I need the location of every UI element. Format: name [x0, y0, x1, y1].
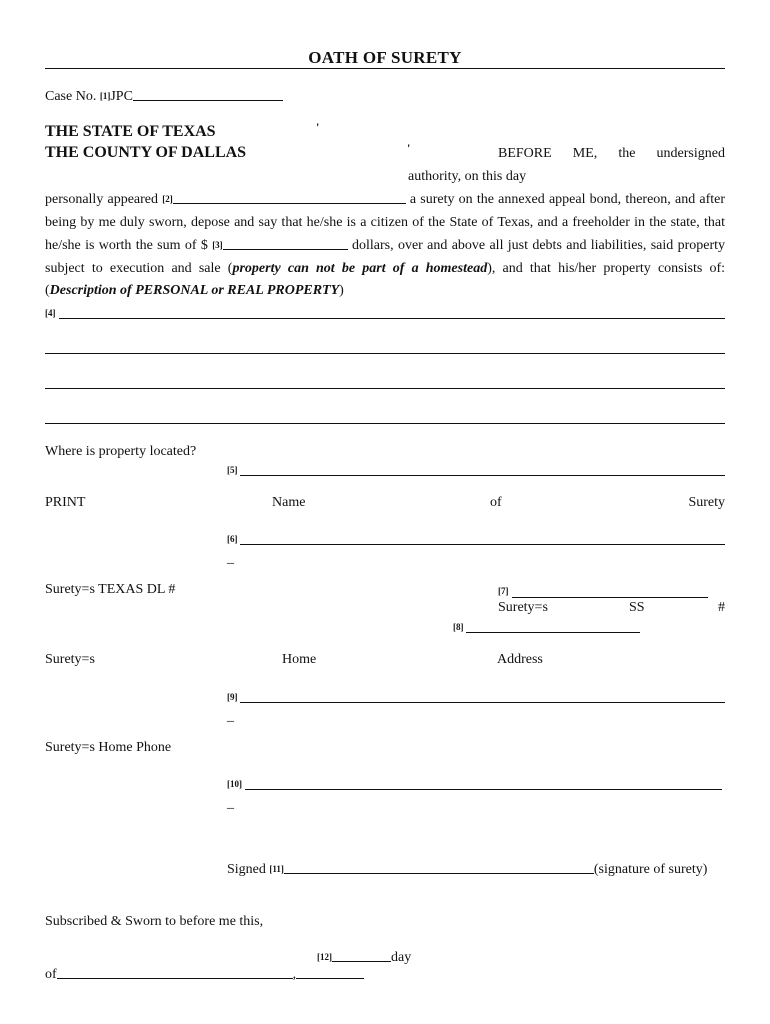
field-1-tag: [1] — [99, 91, 111, 101]
of-word: of — [490, 495, 502, 510]
case-prefix: JPC — [110, 89, 133, 104]
state-line: THE STATE OF TEXAS — [45, 123, 216, 140]
case-number-blank[interactable] — [133, 89, 283, 101]
personally-appeared-text: personally appeared — [45, 192, 159, 207]
body-paragraph — [45, 188, 725, 303]
field-2-tag: [2] — [162, 194, 173, 204]
signed-row — [227, 862, 707, 878]
of-label: of — [45, 967, 57, 982]
address-home-word: Home — [282, 652, 317, 667]
county-line: THE COUNTY OF DALLAS — [45, 144, 247, 161]
signature-suffix: (signature of surety) — [593, 862, 708, 877]
document-title: OATH OF SURETY — [308, 48, 462, 67]
tick-mark-2: ' — [407, 141, 411, 155]
authority-line: authority, on this day — [408, 169, 527, 184]
field-9-tag: [9] — [227, 692, 238, 702]
property-line-1[interactable] — [59, 318, 725, 319]
signature-blank[interactable] — [284, 862, 594, 874]
day-row — [317, 950, 411, 966]
day-blank[interactable] — [332, 950, 391, 962]
property-line-2[interactable] — [45, 353, 725, 354]
dash-9: _ — [227, 709, 234, 724]
field-4-tag: [4] — [45, 308, 56, 318]
case-number-row — [45, 89, 283, 105]
field-8-tag: [8] — [453, 622, 464, 632]
print-word: PRINT — [45, 495, 86, 510]
name-word: Name — [272, 495, 306, 510]
phone-label: Surety=s Home Phone — [45, 740, 172, 755]
address-surety-word: Surety=s — [45, 652, 95, 667]
dl-label: Surety=s TEXAS DL # — [45, 582, 176, 597]
field-6-tag: [6] — [227, 534, 238, 544]
field-3-tag: [3] — [212, 240, 223, 251]
address-blank[interactable] — [240, 702, 725, 703]
worth-amount-blank[interactable] — [223, 238, 348, 250]
field-11-tag: [11] — [269, 864, 284, 874]
surety-word: Surety — [688, 495, 725, 510]
day-word: day — [391, 950, 412, 965]
dash-10: _ — [227, 796, 234, 811]
dl-blank[interactable] — [512, 597, 708, 598]
field-10-tag: [10] — [227, 779, 242, 789]
ss-blank[interactable] — [466, 632, 640, 633]
close-paren: ) — [339, 283, 344, 299]
of-row — [45, 967, 364, 983]
comma: , — [292, 967, 297, 982]
field-5-tag: [5] — [227, 465, 238, 475]
subscribed-label: Subscribed & Sworn to before me this, — [45, 914, 264, 929]
undersigned-word: undersigned — [656, 146, 725, 161]
month-blank[interactable] — [57, 967, 293, 979]
homestead-note: property can not be part of a homestead — [232, 260, 488, 276]
body-text-1: a surety on the annexed appeal bond, thereon, and after being by me duly sworn, depose and say that he/she is a citizen of the State of Texas, and a freeholder in the state, that he/she is worth the sum of $ — [45, 192, 726, 254]
dash-6: _ — [227, 551, 234, 566]
property-description-note: Description of PERSONAL or REAL PROPERTY — [49, 283, 340, 299]
field-12-tag: [12] — [317, 952, 332, 962]
field-7-tag: [7] — [498, 586, 509, 596]
property-location-label: Where is property located? — [45, 444, 197, 459]
body-text-3: ), and that his/her property consists of: ( — [45, 260, 726, 299]
me-word: ME, — [572, 146, 598, 161]
year-blank[interactable] — [296, 967, 364, 979]
case-number-label: Case No. — [45, 89, 97, 104]
ss-word: SS — [629, 600, 645, 615]
before-me-line — [498, 146, 725, 162]
ss-hash: # — [718, 600, 725, 615]
property-line-4[interactable] — [45, 423, 725, 424]
the-word: the — [618, 146, 636, 161]
print-name-blank[interactable] — [240, 544, 725, 545]
tick-mark-1: ' — [316, 120, 320, 134]
property-location-blank[interactable] — [240, 475, 725, 476]
surety-name-blank[interactable] — [173, 192, 406, 204]
before-word: BEFORE — [498, 146, 552, 161]
address-word: Address — [497, 652, 543, 667]
property-line-3[interactable] — [45, 388, 725, 389]
body-text-2: dollars, over and above all just debts and liabilities, said property subject to execution and sale ( — [45, 238, 726, 276]
signed-label: Signed — [227, 862, 266, 877]
ss-surety-word: Surety=s — [498, 600, 548, 615]
phone-blank[interactable] — [245, 789, 722, 790]
title-rule — [45, 68, 725, 69]
